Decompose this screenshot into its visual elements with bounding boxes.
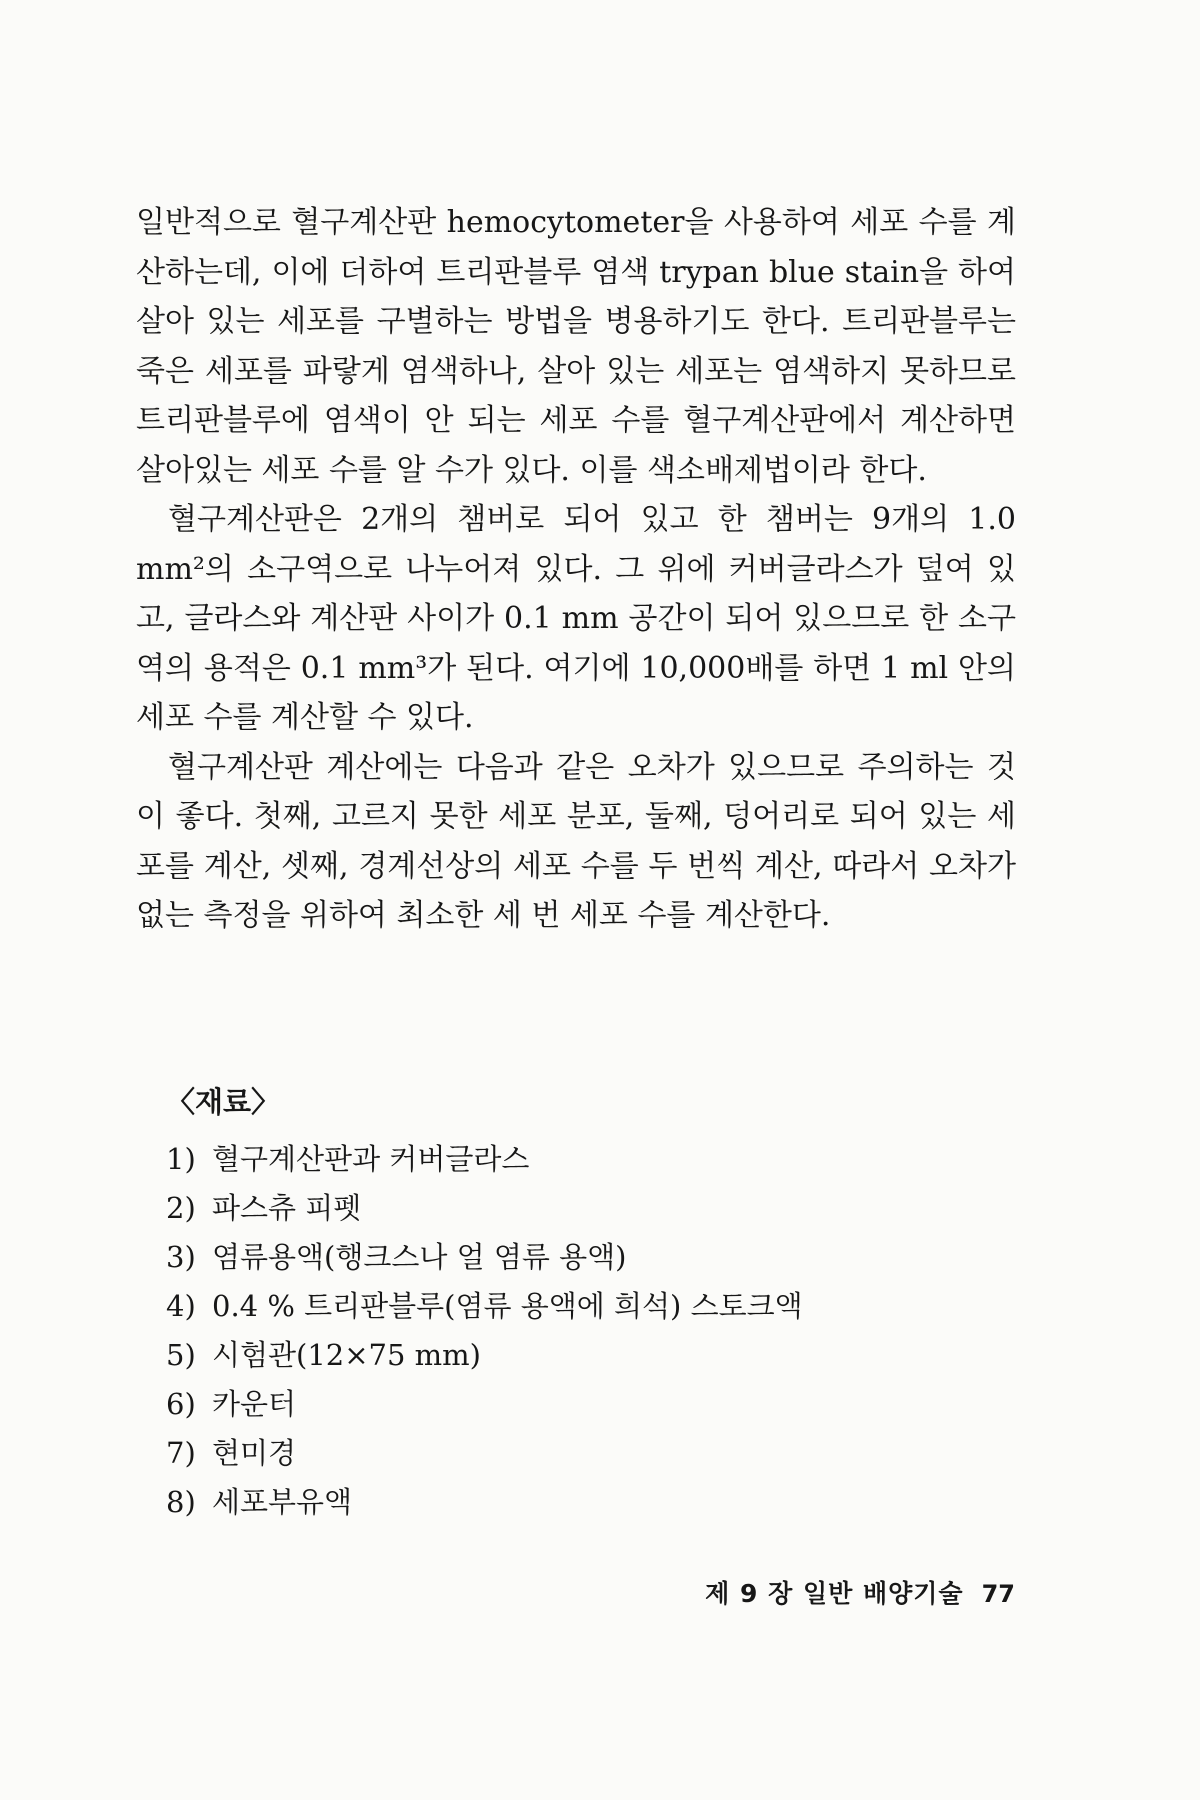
material-text: 카운터 [212, 1387, 297, 1421]
material-text: 0.4 % 트리판블루(염류 용액에 희석) 스토크액 [212, 1289, 803, 1323]
material-number: 8) [166, 1485, 196, 1519]
material-item [166, 1140, 1016, 1179]
material-text: 염류용액(행크스나 얼 염류 용액) [212, 1240, 627, 1274]
material-number: 4) [166, 1289, 196, 1323]
material-item [166, 1336, 1016, 1375]
material-item [166, 1483, 1016, 1522]
paragraph-cell-counting-method: 일반적으로 혈구계산판 hemocytometer을 사용하여 세포 수를 계산하는데, 이에 더하여 트리판블루 염색 trypan blue stain을 하여 살아 있는 세포를 구별하는 방법을 병용하기도 한다. 트리판블루는 죽은 세포를 파랗게 염색하나, 살아 있는 세포는 염색하지 못하므로 트리판블루에 염색이 안 되는 세포 수를 혈구계산판에서 계산하면 살아있는 세포 수를 알 수가 있다. 이를 색소배제법이라 한다. [136, 205, 1016, 488]
material-number: 7) [166, 1436, 196, 1470]
page-number: 77 [981, 1580, 1015, 1608]
material-item [166, 1238, 1016, 1277]
material-number: 2) [166, 1191, 196, 1225]
body-text [136, 198, 1016, 941]
paragraph-counting-error-notes: 혈구계산판 계산에는 다음과 같은 오차가 있으므로 주의하는 것이 좋다. 첫째, 고르지 못한 세포 분포, 둘째, 덩어리로 되어 있는 세포를 계산, 셋째, 경계선상의 세포 수를 두 번씩 계산, 따라서 오차가 없는 측정을 위하여 최소한 세 번 세포 수를 계산한다. [136, 749, 1016, 933]
material-item [166, 1385, 1016, 1424]
materials-list [136, 1140, 1016, 1522]
material-number: 3) [166, 1240, 196, 1274]
chapter-running-title: 제 9 장 일반 배양기술 [705, 1579, 964, 1608]
material-text: 세포부유액 [212, 1485, 353, 1519]
material-text: 파스츄 피펫 [212, 1191, 362, 1225]
paragraph-hemocytometer-structure: 혈구계산판은 2개의 챔버로 되어 있고 한 챔버는 9개의 1.0 mm²의 소구역으로 나누어져 있다. 그 위에 커버글라스가 덮여 있고, 글라스와 계산판 사이가 0.1 mm 공간이 되어 있으므로 한 소구역의 용적은 0.1 mm³가 된다. 여기에 10,000배를 하면 1 ml 안의 세포 수를 계산할 수 있다. [136, 502, 1016, 735]
materials-section [136, 1082, 1016, 1532]
material-text: 시험관(12×75 mm) [212, 1338, 481, 1372]
material-number: 1) [166, 1142, 196, 1176]
material-item [166, 1189, 1016, 1228]
material-text: 현미경 [212, 1436, 297, 1470]
material-item [166, 1287, 1016, 1326]
materials-title: 〈재료〉 [166, 1085, 281, 1119]
material-number: 5) [166, 1338, 196, 1372]
material-item [166, 1434, 1016, 1473]
material-number: 6) [166, 1387, 196, 1421]
page-footer [685, 1578, 1015, 1610]
material-text: 혈구계산판과 커버글라스 [212, 1142, 530, 1176]
